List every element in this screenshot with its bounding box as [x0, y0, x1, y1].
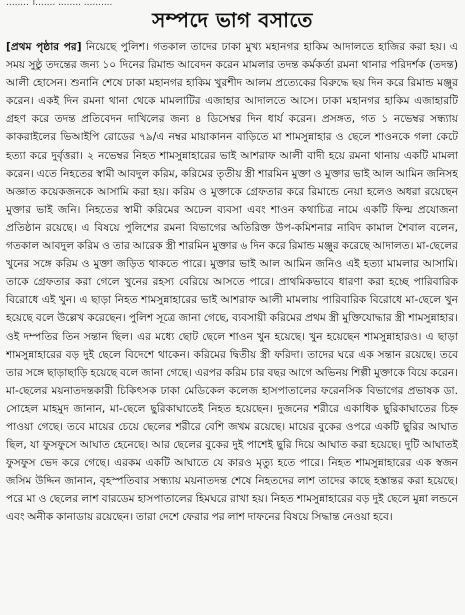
jump-label: [প্রথম পৃষ্ঠার পর]: [6, 41, 82, 53]
top-cutoff-text: ........ ।....... ........ ..........: [6, 0, 113, 7]
article-paragraph: [6, 38, 458, 527]
article-text: নিয়েছে পুলিশ। গতকাল তাদের ঢাকা মুখ্য মহানগর হাকিম আদালতে হাজির করা হয়। এ সময় সুষ্ঠু তদন্তের জন্য ১০ দিনের রিমান্ড আবেদন করেন মামলার তদন্ত কর্মকর্তা রমনা থানার পরিদর্শক (তদন্ত) আলী হোসেন। শুনানি শেষে ঢাকা মহানগর হাকিম খুরশীদ আলম প্রত্যেকের বিরুদ্ধে ছয় দিন করে রিমান্ড মঞ্জুর করেন। একই দিন রমনা থানা থেকে মামলাটির এজাহার আদালতে আসে। ঢাকা মহানগর হাকিম এজাহারটি গ্রহণ করে তদন্ত প্রতিবেদন দাখিলের জন্য ৪ ডিসেম্বর দিন ধার্য করেন। প্রসঙ্গত, গত ১ নভেম্বর সন্ধ্যায় কাকরাইলের ভিআইপি রোডের ৭৯/এ নম্বর মায়াকানন বাড়িতে মা শামসুন্নাহার ও ছেলে শাওনকে গলা কেটে হত্যা করে দুর্বৃত্তরা। ২ নভেম্বর নিহত শামসুন্নাহারের ভাই আশরাফ আলী বাদী হয়ে রমনা থানায় একটি মামলা করেন। এতে নিহতের স্বামী আবদুল করিম, করিমের তৃতীয় স্ত্রী শারমিন মুক্তা ও মুক্তার ভাই আল আমিন জনিসহ অজ্ঞাত কয়েকজনকে আসামি করা হয়। করিম ও মুক্তাকে গ্রেফতার করে রিমান্ডে নেয়া হলেও অধরা রয়েছেন মুক্তার ভাই জনি। নিহতের স্বামী করিমের অঢেল ব্যবসা এবং শাওন কথাচিত্র নামে একটি ফিল্ম প্রযোজনা প্রতিষ্ঠান রয়েছে। এ বিষয়ে পুলিশের রমনা বিভাগের অতিরিক্ত উপ-কমিশনার নাবিদ কামাল শৈবাল বলেন, গতকাল আবদুল করিম ও তার আরেক স্ত্রী শারমিন মুক্তার ৬ দিন করে রিমান্ড মঞ্জুর করেছে আদালত। মা-ছেলের খুনের সঙ্গে করিম ও মুক্তা জড়িত থাকতে পারে। মুক্তার ভাই আল আমিন জনিও এই হত্যা মামলার আসামি। তাকে গ্রেফতার করা গেলে খুনের রহস্য বেরিয়ে আসতে পারে। প্রাথমিকভাবে ধারণা করা হচ্ছে পারিবারিক বিরোধে এই খুন। এ ছাড়া নিহত শামসুন্নাহারের ভাই আশরাফ আলী মামলায় পারিবারিক বিরোধে মা-ছেলে খুন হয়েছে বলে উল্লেখ করেছেন। পুলিশ সূত্রে জানা গেছে, ব্যবসায়ী করিমের প্রথম স্ত্রী মুক্তিযোদ্ধার স্ত্রী শামসুন্নাহার। ওই দম্পতির তিন সন্তান ছিল। এর মধ্যে ছোট ছেলে শাওন খুন হয়েছে। খুন হয়েছেন শামসুন্নাহারও। এ ছাড়া শামসুন্নাহারের বড় দুই ছেলে বিদেশে থাকেন। করিমের দ্বিতীয় স্ত্রী ফরিদা। তাদের ঘরে এক সন্তান রয়েছে। তবে তার সঙ্গে ছাড়াছাড়ি হয়েছে বলে জানা গেছে। এরপর করিম চার বছর আগে অভিনয় শিল্পী মুক্তাকে বিয়ে করেন। মা-ছেলের ময়নাতদন্তকারী চিকিৎসক ঢাকা মেডিকেল কলেজ হাসপাতালের ফরেনসিক বিভাগের প্রভাষক ডা. সোহেল মাহমুদ জানান, মা-ছেলে ছুরিকাঘাতেই নিহত হয়েছেন। দুজনের শরীরে একাধিক ছুরিকাঘাতের চিহ্ন পাওয়া গেছে। তবে মায়ের চেয়ে ছেলের শরীরে বেশি জখম রয়েছে। মায়ের বুকের ওপরে একটি ছুরির আঘাত ছিল, যা ফুসফুসে আঘাত হেনেছে। আর ছেলের বুকের দুই পাশেই ছুরি দিয়ে আঘাত করা হয়েছে। দুটি আঘাতই ফুসফুস ভেদ করে গেছে। এরকম একটি আঘাতে যে কারও মৃত্যু হতে পারে। নিহত শামসুন্নাহারের এক স্বজন জসিম উদ্দিন জানান, বৃহস্পতিবার সন্ধ্যায় ময়নাতদন্ত শেষে নিহতদের লাশ তাদের কাছে হস্তান্তর করা হয়েছে। পরে মা ও ছেলের লাশ বারডেম হাসপাতালের হিমঘরে রাখা হয়। নিহত শামসুন্নাহারের বড় দুই ছেলে মুন্না লন্ডনে এবং অনীক কানাডায় রয়েছেন। তারা দেশে ফেরার পর লাশ দাফনের বিষয়ে সিদ্ধান্ত নেওয়া হবে।: [6, 41, 458, 524]
headline: সম্পদে ভাগ বসাতে: [152, 8, 313, 32]
article-body: [6, 38, 458, 612]
